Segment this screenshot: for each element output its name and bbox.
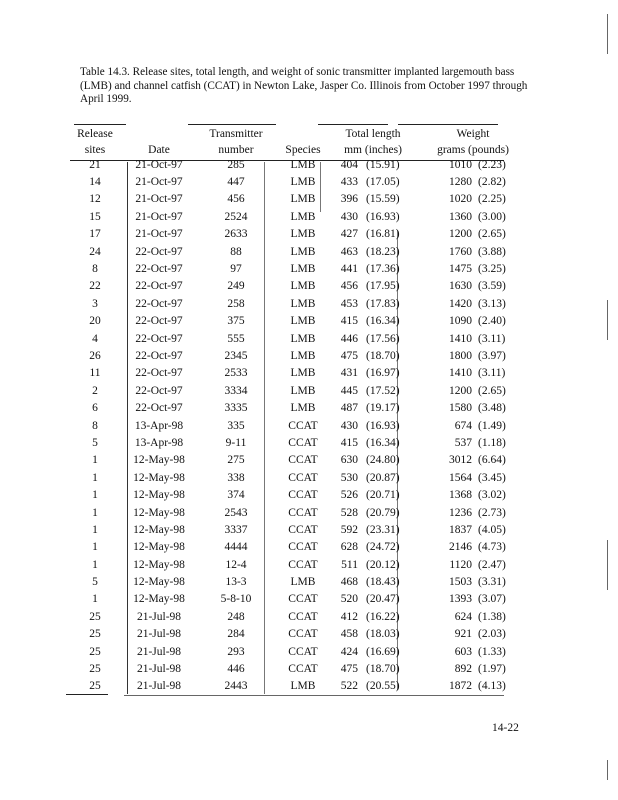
release-date-cell: 12-May-98 bbox=[133, 541, 185, 554]
release-site-cell: 15 bbox=[89, 210, 101, 223]
release-date-cell: 21-Oct-97 bbox=[135, 210, 183, 223]
weight-pounds-cell: (3.97) bbox=[478, 349, 506, 362]
species-cell: LMB bbox=[290, 384, 316, 397]
weight-pounds-cell: (1.33) bbox=[478, 645, 506, 658]
table-row bbox=[66, 469, 528, 486]
release-site-cell: 25 bbox=[89, 680, 101, 693]
release-date-cell: 22-Oct-97 bbox=[135, 280, 183, 293]
weight-pounds-cell: (2.47) bbox=[478, 558, 506, 571]
weight-pounds-cell: (4.05) bbox=[478, 523, 506, 536]
length-inches-cell: (16.22) bbox=[366, 610, 400, 623]
transmitter-number-cell: 456 bbox=[227, 193, 245, 206]
table-row bbox=[66, 417, 528, 434]
table-row bbox=[66, 452, 528, 469]
weight-pounds-cell: (2.82) bbox=[478, 176, 506, 189]
release-site-cell: 14 bbox=[89, 176, 101, 189]
weight-grams-cell: 1580 bbox=[449, 402, 472, 415]
transmitter-number-cell: 2633 bbox=[224, 228, 248, 241]
length-mm-cell: 430 bbox=[340, 419, 358, 432]
weight-grams-cell: 1120 bbox=[449, 558, 472, 571]
weight-pounds-cell: (3.02) bbox=[478, 489, 506, 502]
release-site-cell: 17 bbox=[89, 228, 101, 241]
length-mm-cell: 430 bbox=[340, 210, 358, 223]
release-site-cell: 1 bbox=[92, 471, 98, 484]
release-date-cell: 12-May-98 bbox=[133, 489, 185, 502]
release-date-cell: 21-Oct-97 bbox=[135, 158, 183, 171]
weight-pounds-cell: (3.00) bbox=[478, 210, 506, 223]
transmitter-number-cell: 446 bbox=[227, 663, 245, 676]
transmitter-number-cell: 555 bbox=[227, 332, 245, 345]
weight-grams-cell: 1200 bbox=[449, 384, 472, 397]
release-date-cell: 21-Jul-98 bbox=[136, 645, 182, 658]
length-inches-cell: (20.47) bbox=[366, 593, 400, 606]
length-mm-cell: 415 bbox=[340, 436, 358, 449]
weight-grams-cell: 1475 bbox=[449, 263, 472, 276]
species-cell: LMB bbox=[290, 158, 316, 171]
release-date-cell: 22-Oct-97 bbox=[135, 263, 183, 276]
weight-grams-cell: 2146 bbox=[449, 541, 472, 554]
release-site-cell: 5 bbox=[92, 576, 98, 589]
weight-pounds-cell: (3.07) bbox=[478, 593, 506, 606]
length-inches-cell: (16.34) bbox=[366, 315, 400, 328]
release-site-cell: 25 bbox=[89, 645, 101, 658]
transmitter-number-cell: 2543 bbox=[224, 506, 248, 519]
species-cell: CCAT bbox=[288, 454, 318, 467]
length-mm-cell: 526 bbox=[340, 489, 358, 502]
species-cell: LMB bbox=[290, 193, 316, 206]
release-date-cell: 21-Oct-97 bbox=[135, 193, 183, 206]
weight-grams-cell: 1280 bbox=[449, 176, 472, 189]
length-mm-cell: 592 bbox=[340, 523, 358, 536]
transmitter-number-cell: 4444 bbox=[224, 541, 248, 554]
length-inches-cell: (20.55) bbox=[366, 680, 400, 693]
release-date-cell: 21-Oct-97 bbox=[135, 228, 183, 241]
margin-speck bbox=[607, 760, 608, 780]
weight-grams-cell: 624 bbox=[454, 610, 472, 623]
length-inches-cell: (17.83) bbox=[366, 297, 400, 310]
weight-grams-cell: 3012 bbox=[449, 454, 472, 467]
weight-pounds-cell: (3.11) bbox=[478, 332, 506, 345]
release-date-cell: 22-Oct-97 bbox=[135, 315, 183, 328]
release-site-cell: 1 bbox=[92, 541, 98, 554]
table-row bbox=[66, 226, 528, 243]
table-row bbox=[66, 173, 528, 190]
weight-grams-cell: 921 bbox=[454, 628, 472, 641]
release-date-cell: 22-Oct-97 bbox=[135, 367, 183, 380]
table-row bbox=[66, 295, 528, 312]
weight-pounds-cell: (3.88) bbox=[478, 245, 506, 258]
weight-pounds-cell: (1.38) bbox=[478, 610, 506, 623]
release-site-cell: 26 bbox=[89, 349, 101, 362]
header-release: Release bbox=[77, 128, 113, 140]
length-mm-cell: 441 bbox=[340, 263, 358, 276]
species-cell: LMB bbox=[290, 315, 316, 328]
table-row bbox=[66, 260, 528, 277]
transmitter-number-cell: 12-4 bbox=[225, 558, 247, 571]
release-date-cell: 22-Oct-97 bbox=[135, 402, 183, 415]
table-row bbox=[66, 330, 528, 347]
length-inches-cell: (18.70) bbox=[366, 663, 400, 676]
length-mm-cell: 520 bbox=[340, 593, 358, 606]
length-mm-cell: 511 bbox=[341, 558, 358, 571]
weight-pounds-cell: (1.18) bbox=[478, 436, 506, 449]
length-mm-cell: 456 bbox=[340, 280, 358, 293]
species-cell: LMB bbox=[290, 297, 316, 310]
release-date-cell: 22-Oct-97 bbox=[135, 349, 183, 362]
release-date-cell: 12-May-98 bbox=[133, 593, 185, 606]
release-site-cell: 6 bbox=[92, 402, 98, 415]
weight-pounds-cell: (2.23) bbox=[478, 158, 506, 171]
species-cell: LMB bbox=[290, 367, 316, 380]
length-mm-cell: 412 bbox=[340, 610, 358, 623]
release-site-cell: 8 bbox=[92, 419, 98, 432]
transmitter-number-cell: 338 bbox=[227, 471, 245, 484]
release-date-cell: 21-Oct-97 bbox=[135, 176, 183, 189]
release-site-cell: 21 bbox=[89, 158, 101, 171]
length-inches-cell: (24.72) bbox=[366, 541, 400, 554]
length-mm-cell: 468 bbox=[340, 576, 358, 589]
weight-grams-cell: 1760 bbox=[449, 245, 472, 258]
species-cell: CCAT bbox=[288, 541, 318, 554]
transmitter-number-cell: 248 bbox=[227, 610, 245, 623]
table-row bbox=[66, 521, 528, 538]
length-inches-cell: (16.34) bbox=[366, 436, 400, 449]
table-row bbox=[66, 591, 528, 608]
species-cell: LMB bbox=[290, 245, 316, 258]
release-date-cell: 22-Oct-97 bbox=[135, 245, 183, 258]
weight-pounds-cell: (2.65) bbox=[478, 228, 506, 241]
weight-grams-cell: 1872 bbox=[449, 680, 472, 693]
transmitter-number-cell: 293 bbox=[227, 645, 245, 658]
release-site-cell: 11 bbox=[89, 367, 101, 380]
release-date-cell: 22-Oct-97 bbox=[135, 384, 183, 397]
release-date-cell: 12-May-98 bbox=[133, 558, 185, 571]
release-site-cell: 8 bbox=[92, 263, 98, 276]
species-cell: CCAT bbox=[288, 610, 318, 623]
length-mm-cell: 427 bbox=[340, 228, 358, 241]
release-date-cell: 21-Jul-98 bbox=[136, 680, 182, 693]
release-site-cell: 5 bbox=[92, 436, 98, 449]
release-site-cell: 24 bbox=[89, 245, 101, 258]
length-inches-cell: (20.79) bbox=[366, 506, 400, 519]
page-number: 14-22 bbox=[492, 722, 519, 734]
length-inches-cell: (17.05) bbox=[366, 176, 400, 189]
length-inches-cell: (15.91) bbox=[366, 158, 400, 171]
species-cell: CCAT bbox=[288, 558, 318, 571]
header-date: Date bbox=[148, 144, 170, 156]
weight-pounds-cell: (6.64) bbox=[478, 454, 506, 467]
margin-speck bbox=[607, 14, 608, 54]
species-cell: CCAT bbox=[288, 593, 318, 606]
length-mm-cell: 446 bbox=[340, 332, 358, 345]
transmitter-number-cell: 375 bbox=[227, 315, 245, 328]
weight-grams-cell: 1503 bbox=[449, 576, 472, 589]
length-inches-cell: (24.80) bbox=[366, 454, 400, 467]
release-date-cell: 12-May-98 bbox=[133, 523, 185, 536]
transmitter-number-cell: 335 bbox=[227, 419, 245, 432]
length-mm-cell: 475 bbox=[340, 663, 358, 676]
transmitter-number-cell: 3334 bbox=[224, 384, 248, 397]
table-row bbox=[66, 208, 528, 225]
length-inches-cell: (20.71) bbox=[366, 489, 400, 502]
release-date-cell: 21-Jul-98 bbox=[136, 663, 182, 676]
length-mm-cell: 431 bbox=[340, 367, 358, 380]
species-cell: LMB bbox=[290, 349, 316, 362]
table-row bbox=[66, 382, 528, 399]
transmitter-number-cell: 97 bbox=[230, 263, 242, 276]
weight-pounds-cell: (2.40) bbox=[478, 315, 506, 328]
length-inches-cell: (17.56) bbox=[366, 332, 400, 345]
weight-pounds-cell: (2.25) bbox=[478, 193, 506, 206]
length-inches-cell: (17.36) bbox=[366, 263, 400, 276]
length-mm-cell: 487 bbox=[340, 402, 358, 415]
species-cell: LMB bbox=[290, 263, 316, 276]
species-cell: CCAT bbox=[288, 645, 318, 658]
header-row-bottom bbox=[66, 140, 528, 156]
transmitter-number-cell: 249 bbox=[227, 280, 245, 293]
weight-grams-cell: 1236 bbox=[449, 506, 472, 519]
header-total-length: Total length bbox=[345, 128, 401, 140]
table-row bbox=[66, 191, 528, 208]
transmitter-number-cell: 2524 bbox=[224, 210, 248, 223]
weight-grams-cell: 1420 bbox=[449, 297, 472, 310]
weight-grams-cell: 1200 bbox=[449, 228, 472, 241]
release-site-cell: 20 bbox=[89, 315, 101, 328]
species-cell: LMB bbox=[290, 402, 316, 415]
length-mm-cell: 463 bbox=[340, 245, 358, 258]
length-mm-cell: 530 bbox=[340, 471, 358, 484]
table-row bbox=[66, 156, 528, 173]
release-site-cell: 12 bbox=[89, 193, 101, 206]
transmitter-number-cell: 258 bbox=[227, 297, 245, 310]
transmitter-number-cell: 2533 bbox=[224, 367, 248, 380]
weight-pounds-cell: (3.13) bbox=[478, 297, 506, 310]
weight-pounds-cell: (3.48) bbox=[478, 402, 506, 415]
species-cell: CCAT bbox=[288, 436, 318, 449]
length-inches-cell: (20.87) bbox=[366, 471, 400, 484]
weight-grams-cell: 1630 bbox=[449, 280, 472, 293]
release-site-cell: 1 bbox=[92, 454, 98, 467]
table-row bbox=[66, 313, 528, 330]
weight-grams-cell: 1410 bbox=[449, 367, 472, 380]
header-species: Species bbox=[285, 144, 321, 156]
table-row bbox=[66, 678, 528, 695]
weight-pounds-cell: (1.49) bbox=[478, 419, 506, 432]
species-cell: CCAT bbox=[288, 489, 318, 502]
length-mm-cell: 415 bbox=[340, 315, 358, 328]
weight-pounds-cell: (4.13) bbox=[478, 680, 506, 693]
length-mm-cell: 424 bbox=[340, 645, 358, 658]
length-mm-cell: 433 bbox=[340, 176, 358, 189]
weight-grams-cell: 1837 bbox=[449, 523, 472, 536]
header-transmitter: Transmitter bbox=[209, 128, 263, 140]
transmitter-number-cell: 447 bbox=[227, 176, 245, 189]
release-date-cell: 21-Jul-98 bbox=[136, 628, 182, 641]
header-number: number bbox=[218, 144, 254, 156]
release-data-table bbox=[66, 124, 528, 695]
weight-pounds-cell: (2.73) bbox=[478, 506, 506, 519]
table-row bbox=[66, 504, 528, 521]
header-weight: Weight bbox=[456, 128, 490, 140]
length-inches-cell: (18.70) bbox=[366, 349, 400, 362]
footer-rule-right bbox=[124, 695, 504, 696]
release-site-cell: 1 bbox=[92, 506, 98, 519]
table-row bbox=[66, 399, 528, 416]
header-length-units: mm (inches) bbox=[344, 144, 402, 156]
weight-grams-cell: 1393 bbox=[449, 593, 472, 606]
transmitter-number-cell: 2443 bbox=[224, 680, 248, 693]
weight-pounds-cell: (2.65) bbox=[478, 384, 506, 397]
species-cell: CCAT bbox=[288, 628, 318, 641]
weight-grams-cell: 1800 bbox=[449, 349, 472, 362]
weight-pounds-cell: (3.11) bbox=[478, 367, 506, 380]
length-mm-cell: 630 bbox=[340, 454, 358, 467]
table-row bbox=[66, 347, 528, 364]
length-mm-cell: 475 bbox=[340, 349, 358, 362]
header-weight-units: grams (pounds) bbox=[437, 144, 509, 156]
table-row bbox=[66, 243, 528, 260]
transmitter-number-cell: 9-11 bbox=[225, 436, 247, 449]
length-mm-cell: 458 bbox=[340, 628, 358, 641]
release-date-cell: 12-May-98 bbox=[133, 506, 185, 519]
release-date-cell: 22-Oct-97 bbox=[135, 332, 183, 345]
length-inches-cell: (20.12) bbox=[366, 558, 400, 571]
length-mm-cell: 528 bbox=[340, 506, 358, 519]
release-site-cell: 25 bbox=[89, 628, 101, 641]
transmitter-number-cell: 275 bbox=[227, 454, 245, 467]
release-site-cell: 2 bbox=[92, 384, 98, 397]
weight-grams-cell: 1010 bbox=[449, 158, 472, 171]
species-cell: LMB bbox=[290, 280, 316, 293]
species-cell: LMB bbox=[290, 228, 316, 241]
release-date-cell: 21-Jul-98 bbox=[136, 610, 182, 623]
weight-grams-cell: 1410 bbox=[449, 332, 472, 345]
length-inches-cell: (18.43) bbox=[366, 576, 400, 589]
weight-pounds-cell: (3.59) bbox=[478, 280, 506, 293]
transmitter-number-cell: 374 bbox=[227, 489, 245, 502]
length-mm-cell: 453 bbox=[340, 297, 358, 310]
table-row bbox=[66, 626, 528, 643]
release-date-cell: 12-May-98 bbox=[133, 471, 185, 484]
table-row bbox=[66, 573, 528, 590]
weight-pounds-cell: (3.31) bbox=[478, 576, 506, 589]
release-site-cell: 22 bbox=[89, 280, 101, 293]
weight-pounds-cell: (4.73) bbox=[478, 541, 506, 554]
length-inches-cell: (16.69) bbox=[366, 645, 400, 658]
species-cell: LMB bbox=[290, 576, 316, 589]
length-inches-cell: (15.59) bbox=[366, 193, 400, 206]
table-row bbox=[66, 539, 528, 556]
release-site-cell: 25 bbox=[89, 663, 101, 676]
transmitter-number-cell: 13-3 bbox=[225, 576, 247, 589]
table-row bbox=[66, 556, 528, 573]
weight-grams-cell: 892 bbox=[454, 663, 472, 676]
weight-grams-cell: 1564 bbox=[449, 471, 472, 484]
header-sites: sites bbox=[84, 144, 106, 156]
table-row bbox=[66, 486, 528, 503]
table-row bbox=[66, 660, 528, 677]
length-inches-cell: (17.52) bbox=[366, 384, 400, 397]
length-inches-cell: (16.97) bbox=[366, 367, 400, 380]
release-site-cell: 1 bbox=[92, 558, 98, 571]
weight-grams-cell: 1090 bbox=[449, 315, 472, 328]
transmitter-number-cell: 284 bbox=[227, 628, 245, 641]
species-cell: CCAT bbox=[288, 523, 318, 536]
weight-grams-cell: 1360 bbox=[449, 210, 472, 223]
release-date-cell: 13-Apr-98 bbox=[134, 419, 184, 432]
release-site-cell: 1 bbox=[92, 523, 98, 536]
length-mm-cell: 404 bbox=[340, 158, 358, 171]
release-site-cell: 25 bbox=[89, 610, 101, 623]
margin-speck bbox=[607, 540, 608, 590]
weight-grams-cell: 674 bbox=[454, 419, 472, 432]
table-row bbox=[66, 434, 528, 451]
table-row bbox=[66, 608, 528, 625]
release-date-cell: 13-Apr-98 bbox=[134, 436, 184, 449]
transmitter-number-cell: 5-8-10 bbox=[220, 593, 252, 606]
length-inches-cell: (17.95) bbox=[366, 280, 400, 293]
length-mm-cell: 628 bbox=[340, 541, 358, 554]
weight-pounds-cell: (3.25) bbox=[478, 263, 506, 276]
header-row-top bbox=[66, 124, 528, 140]
release-date-cell: 12-May-98 bbox=[133, 454, 185, 467]
weight-grams-cell: 603 bbox=[454, 645, 472, 658]
transmitter-number-cell: 285 bbox=[227, 158, 245, 171]
length-mm-cell: 445 bbox=[340, 384, 358, 397]
release-site-cell: 1 bbox=[92, 593, 98, 606]
table-row bbox=[66, 278, 528, 295]
table-caption: Table 14.3. Release sites, total length, and weight of sonic transmitter implanted largemouth bass (LMB) and channel catfish (CCAT) in Newton Lake, Jasper Co. Illinois from October 1997 through April 1999. bbox=[80, 66, 528, 106]
transmitter-number-cell: 88 bbox=[230, 245, 242, 258]
length-inches-cell: (16.81) bbox=[366, 228, 400, 241]
release-date-cell: 12-May-98 bbox=[133, 576, 185, 589]
release-date-cell: 22-Oct-97 bbox=[135, 297, 183, 310]
length-inches-cell: (19.17) bbox=[366, 402, 400, 415]
species-cell: LMB bbox=[290, 210, 316, 223]
species-cell: CCAT bbox=[288, 663, 318, 676]
length-inches-cell: (16.93) bbox=[366, 419, 400, 432]
species-cell: LMB bbox=[290, 332, 316, 345]
species-cell: LMB bbox=[290, 176, 316, 189]
species-cell: LMB bbox=[290, 680, 316, 693]
release-site-cell: 4 bbox=[92, 332, 98, 345]
weight-pounds-cell: (1.97) bbox=[478, 663, 506, 676]
length-inches-cell: (16.93) bbox=[366, 210, 400, 223]
table-row bbox=[66, 643, 528, 660]
length-inches-cell: (23.31) bbox=[366, 523, 400, 536]
weight-grams-cell: 537 bbox=[454, 436, 472, 449]
weight-grams-cell: 1368 bbox=[449, 489, 472, 502]
length-mm-cell: 522 bbox=[340, 680, 358, 693]
release-site-cell: 3 bbox=[92, 297, 98, 310]
table-row bbox=[66, 365, 528, 382]
species-cell: CCAT bbox=[288, 419, 318, 432]
species-cell: CCAT bbox=[288, 506, 318, 519]
weight-grams-cell: 1020 bbox=[449, 193, 472, 206]
weight-pounds-cell: (2.03) bbox=[478, 628, 506, 641]
length-inches-cell: (18.23) bbox=[366, 245, 400, 258]
species-cell: CCAT bbox=[288, 471, 318, 484]
margin-speck bbox=[607, 300, 608, 340]
transmitter-number-cell: 2345 bbox=[224, 349, 248, 362]
length-inches-cell: (18.03) bbox=[366, 628, 400, 641]
weight-pounds-cell: (3.45) bbox=[478, 471, 506, 484]
length-mm-cell: 396 bbox=[340, 193, 358, 206]
transmitter-number-cell: 3337 bbox=[224, 523, 248, 536]
release-site-cell: 1 bbox=[92, 489, 98, 502]
transmitter-number-cell: 3335 bbox=[224, 402, 248, 415]
